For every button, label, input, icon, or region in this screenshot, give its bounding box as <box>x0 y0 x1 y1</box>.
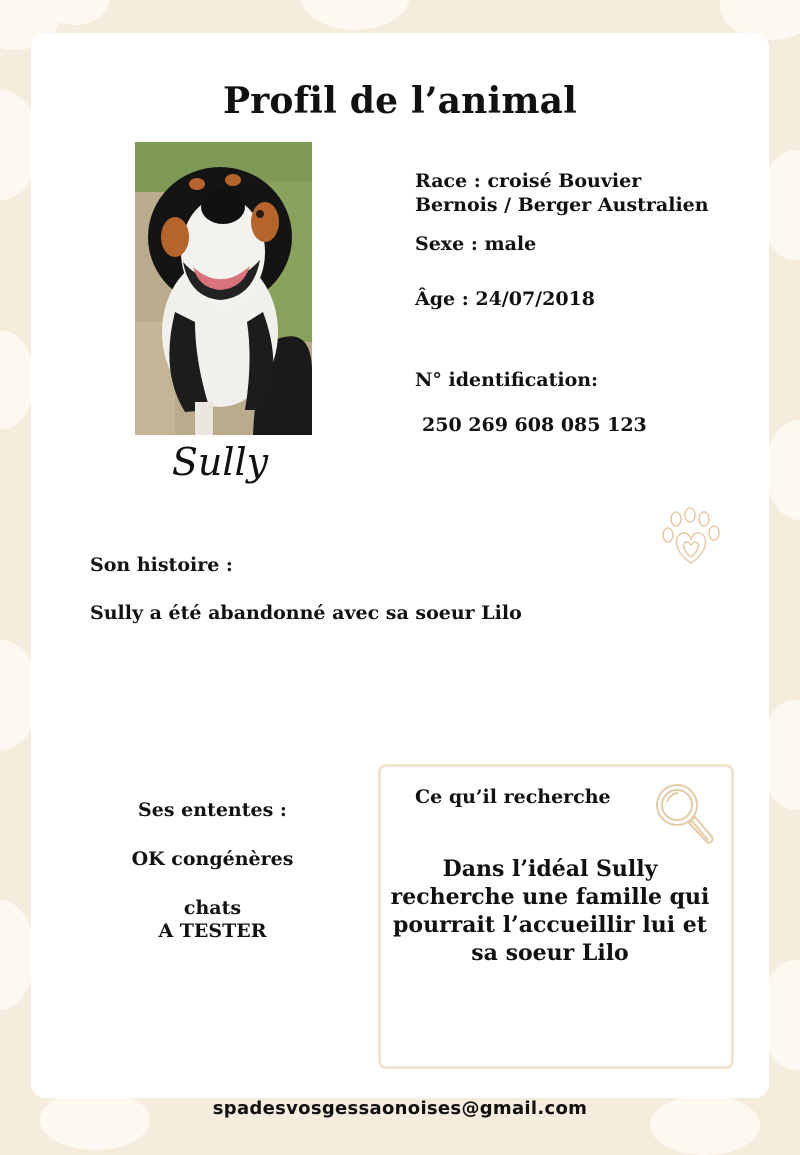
bg-paw-shape <box>0 900 35 1010</box>
page-title: Profil de l’animal <box>222 80 578 122</box>
paw-heart-icon <box>660 507 722 569</box>
dog-photo-illustration <box>135 142 312 435</box>
sex-text: Sexe : male <box>415 233 537 255</box>
magnifier-icon <box>652 780 714 852</box>
breed-text: Race : croisé Bouvier Bernois / Berger Australien <box>415 170 709 216</box>
story-text: Sully a été abandonné avec sa soeur Lilo <box>90 602 522 624</box>
search-title: Ce qu’il recherche <box>415 786 611 808</box>
contact-email[interactable]: spadesvosgessaonoises@gmail.com <box>212 1098 588 1119</box>
search-description: Dans l’idéal Sully recherche une famille qui pourrait l’accueillir lui et sa soeur Lilo <box>390 856 710 966</box>
identification-label: N° identification: <box>415 369 599 391</box>
compatibility-cats <box>120 897 305 943</box>
bg-paw-shape <box>765 420 800 520</box>
bg-paw-shape <box>0 330 35 430</box>
compatibility-cats-label: chats <box>183 897 242 919</box>
identification-number: 250 269 608 085 123 <box>422 414 647 436</box>
bg-paw-shape <box>300 0 410 30</box>
compatibility-dogs: OK congénères <box>131 848 294 870</box>
compatibility-title: Ses ententes : <box>138 799 287 821</box>
story-label: Son histoire : <box>90 554 233 576</box>
pet-name: Sully <box>171 440 269 484</box>
age-text: Âge : 24/07/2018 <box>415 288 595 310</box>
dog-photo <box>135 142 312 435</box>
compatibility-cats-status: A TESTER <box>158 920 267 942</box>
